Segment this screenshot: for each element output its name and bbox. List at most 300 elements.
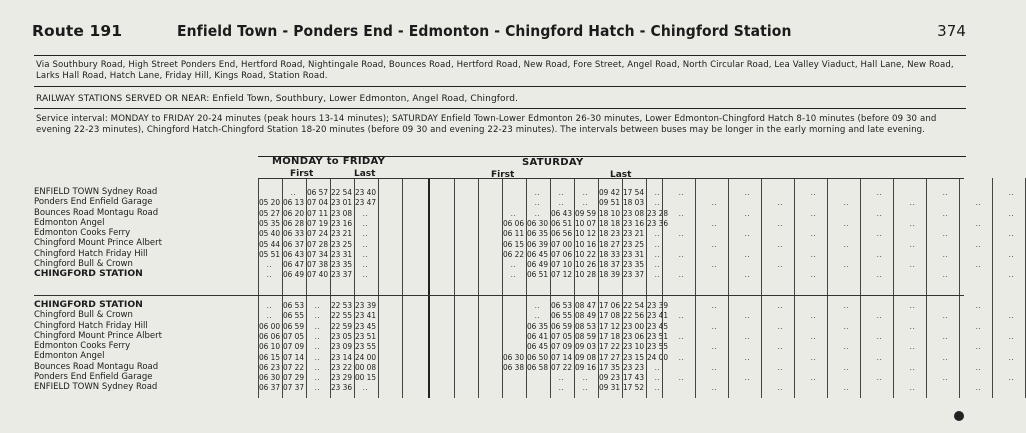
time-cell: 09 59 (574, 207, 597, 218)
blank-cell: .. (909, 238, 916, 249)
blank-cell: .. (1008, 248, 1015, 259)
time-cell: 17 52 (622, 382, 645, 393)
time-cell: 07 10 (550, 259, 573, 270)
time-cell: 07 09 (282, 341, 305, 352)
time-cell: 06 23 (258, 361, 281, 372)
time-cell: 05 27 (258, 207, 281, 218)
time-cell: 06 58 (526, 361, 549, 372)
column-rule (282, 178, 283, 398)
railway-stations: RAILWAY STATIONS SERVED OR NEAR: Enfield Town, Southbury, Lower Edmonton, Angel Road, Chingford. (36, 94, 519, 104)
stop-name: Chingford Mount Prince Albert (34, 238, 162, 249)
blank-cell: .. (711, 341, 718, 352)
time-cell: 18 23 (598, 228, 621, 239)
time-cell: 22 54 (622, 300, 645, 310)
blank-cell: .. (1008, 187, 1015, 197)
column-rule (526, 178, 527, 398)
time-cell: 22 59 (330, 320, 353, 331)
blank-cell: .. (744, 207, 751, 218)
time-cell: 07 34 (306, 248, 329, 259)
blank-cell: .. (678, 228, 685, 239)
blank-cell: .. (942, 269, 949, 280)
mf-first-label: First (290, 169, 314, 179)
route-number: Route 191 (32, 22, 123, 40)
time-cell: 06 49 (526, 259, 549, 270)
time-cell: 09 03 (574, 341, 597, 352)
column-rule (402, 178, 403, 398)
time-cell: .. (314, 351, 321, 362)
blank-cell: .. (942, 187, 949, 197)
stop-name: Ponders End Enfield Garage (34, 197, 153, 208)
time-cell: 07 37 (282, 382, 305, 393)
blank-cell: .. (678, 351, 685, 362)
time-cell: 10 28 (574, 269, 597, 280)
blank-cell: .. (744, 310, 751, 321)
time-cell: 06 00 (258, 320, 281, 331)
blank-cell: .. (678, 269, 685, 280)
blank-cell: .. (777, 341, 784, 352)
time-cell: 23 16 (622, 217, 645, 228)
time-cell: .. (266, 259, 273, 270)
time-cell: 23 37 (330, 269, 353, 280)
column-rule (622, 178, 623, 398)
time-cell: .. (362, 207, 369, 218)
time-cell: 07 14 (550, 351, 573, 362)
column-rule (662, 178, 663, 398)
time-cell: .. (314, 310, 321, 321)
time-cell: .. (362, 228, 369, 239)
column-rule (761, 178, 762, 398)
blank-cell: .. (744, 248, 751, 259)
group-saturday: SATURDAY (522, 157, 584, 168)
time-cell: 22 55 (330, 310, 353, 321)
time-cell: 23 41 (646, 310, 669, 321)
time-cell: .. (362, 259, 369, 270)
column-rule (695, 178, 696, 398)
time-cell: 07 14 (282, 351, 305, 362)
time-cell: 08 47 (574, 300, 597, 310)
blank-cell: .. (711, 320, 718, 331)
time-cell: .. (654, 259, 661, 270)
time-cell: .. (654, 372, 661, 383)
time-cell: 17 18 (598, 330, 621, 341)
time-cell: 17 06 (598, 300, 621, 310)
time-cell: 06 37 (258, 382, 281, 393)
time-cell: 07 12 (550, 269, 573, 280)
column-rule (728, 178, 729, 398)
stop-name: CHINGFORD STATION (34, 268, 143, 280)
blank-cell: .. (777, 197, 784, 208)
time-cell: 23 36 (646, 217, 669, 228)
time-cell: 06 56 (550, 228, 573, 239)
time-cell: .. (534, 187, 541, 197)
time-cell: 06 06 (502, 217, 525, 228)
blank-cell: .. (711, 238, 718, 249)
blank-cell: .. (777, 300, 784, 310)
time-cell: 06 50 (526, 351, 549, 362)
time-cell: 17 22 (598, 341, 621, 352)
sat-first-label: First (491, 170, 515, 180)
time-cell: 07 28 (306, 238, 329, 249)
stop-name: Chingford Hatch Friday Hill (34, 248, 148, 259)
time-cell: 18 27 (598, 238, 621, 249)
blank-cell: .. (744, 228, 751, 239)
time-cell: 06 35 (526, 320, 549, 331)
time-cell: 23 00 (622, 320, 645, 331)
blank-cell: .. (678, 207, 685, 218)
blank-cell: .. (810, 187, 817, 197)
blank-cell: .. (876, 351, 883, 362)
blank-cell: .. (975, 217, 982, 228)
time-cell: 06 45 (526, 341, 549, 352)
time-cell: .. (314, 320, 321, 331)
column-rule (550, 178, 551, 398)
sat-last-label: Last (610, 170, 632, 180)
time-cell: 18 39 (598, 269, 621, 280)
time-cell: 00 15 (354, 372, 377, 383)
time-cell: 05 44 (258, 238, 281, 249)
time-cell: .. (534, 197, 541, 208)
time-cell: .. (510, 259, 517, 270)
time-cell: 23 31 (330, 248, 353, 259)
time-cell: 06 15 (258, 351, 281, 362)
time-cell: .. (510, 269, 517, 280)
time-cell: .. (266, 310, 273, 321)
time-cell: .. (558, 197, 565, 208)
blank-cell: .. (909, 259, 916, 270)
time-cell: 06 38 (502, 361, 525, 372)
column-rule (860, 178, 861, 398)
time-cell: 06 51 (550, 217, 573, 228)
time-cell: 23 29 (330, 372, 353, 383)
time-cell: 23 22 (330, 361, 353, 372)
time-cell: .. (654, 248, 661, 259)
time-cell: 06 57 (306, 187, 329, 197)
time-cell: 23 28 (646, 207, 669, 218)
time-cell: .. (314, 341, 321, 352)
time-cell: .. (654, 269, 661, 280)
time-cell: 23 08 (622, 207, 645, 218)
blank-cell: .. (843, 217, 850, 228)
time-cell: .. (362, 248, 369, 259)
time-cell: 06 28 (282, 217, 305, 228)
time-cell: .. (558, 372, 565, 383)
time-cell: 07 22 (282, 361, 305, 372)
time-cell: 22 56 (622, 310, 645, 321)
stop-name: Chingford Bull & Crown (34, 310, 133, 321)
time-cell: 06 49 (282, 269, 305, 280)
time-cell: 23 41 (354, 310, 377, 321)
punch-mark (954, 411, 964, 421)
time-cell: 17 12 (598, 320, 621, 331)
column-rule (794, 178, 795, 398)
time-cell: 23 16 (330, 217, 353, 228)
blank-cell: .. (744, 187, 751, 197)
time-cell: .. (582, 187, 589, 197)
column-rule (646, 178, 647, 398)
time-cell: .. (314, 372, 321, 383)
blank-cell: .. (843, 259, 850, 270)
time-cell: .. (534, 300, 541, 310)
time-cell: .. (654, 197, 661, 208)
blank-cell: .. (777, 238, 784, 249)
time-cell: 23 06 (622, 330, 645, 341)
time-cell: 17 35 (598, 361, 621, 372)
time-cell: 07 06 (550, 248, 573, 259)
blank-cell: .. (810, 330, 817, 341)
time-cell: 06 11 (502, 228, 525, 239)
column-rule (428, 178, 430, 398)
time-cell: 23 21 (622, 228, 645, 239)
time-cell: 07 05 (282, 330, 305, 341)
time-cell: 09 51 (598, 197, 621, 208)
time-cell: 23 01 (330, 197, 353, 208)
time-cell: 06 39 (526, 238, 549, 249)
blank-cell: .. (975, 320, 982, 331)
time-cell: 23 39 (646, 300, 669, 310)
time-cell: .. (582, 197, 589, 208)
column-rule (502, 178, 503, 398)
blank-cell: .. (909, 320, 916, 331)
time-cell: .. (582, 382, 589, 393)
section-divider (34, 295, 964, 296)
time-cell: 23 45 (354, 320, 377, 331)
blank-cell: .. (975, 238, 982, 249)
blank-cell: .. (909, 361, 916, 372)
blank-cell: .. (843, 320, 850, 331)
blank-cell: .. (942, 207, 949, 218)
stop-name: Edmonton Angel (34, 217, 105, 228)
time-cell: 17 54 (622, 187, 645, 197)
time-cell: 23 37 (622, 269, 645, 280)
time-cell: .. (654, 238, 661, 249)
blank-cell: .. (678, 187, 685, 197)
time-cell: .. (654, 382, 661, 393)
time-cell: 07 22 (550, 361, 573, 372)
time-cell: 23 21 (330, 228, 353, 239)
time-cell: 06 13 (282, 197, 305, 208)
blank-cell: .. (1008, 330, 1015, 341)
blank-cell: .. (975, 300, 982, 310)
time-cell: 06 51 (526, 269, 549, 280)
blank-cell: .. (843, 382, 850, 393)
time-cell: 10 26 (574, 259, 597, 270)
time-cell: 00 08 (354, 361, 377, 372)
time-cell: 23 23 (622, 361, 645, 372)
blank-cell: .. (678, 310, 685, 321)
blank-cell: .. (876, 187, 883, 197)
time-cell: 08 53 (574, 320, 597, 331)
stop-name: Bounces Road Montagu Road (34, 207, 159, 218)
time-cell: 07 11 (306, 207, 329, 218)
time-cell: 06 45 (526, 248, 549, 259)
blank-cell: .. (876, 310, 883, 321)
time-cell: 23 39 (354, 300, 377, 310)
time-cell: 23 09 (330, 341, 353, 352)
time-cell: .. (558, 187, 565, 197)
time-cell: 23 10 (622, 341, 645, 352)
blank-cell: .. (744, 330, 751, 341)
time-cell: .. (314, 382, 321, 393)
column-rule (992, 178, 993, 398)
column-rule (454, 178, 455, 398)
blank-cell: .. (876, 372, 883, 383)
time-cell: 07 09 (550, 341, 573, 352)
time-cell: 06 55 (282, 310, 305, 321)
time-cell: 23 14 (330, 351, 353, 362)
time-cell: 08 49 (574, 310, 597, 321)
time-cell: 23 31 (622, 248, 645, 259)
blank-cell: .. (1008, 372, 1015, 383)
time-cell: 22 54 (330, 187, 353, 197)
blank-cell: .. (975, 382, 982, 393)
time-cell: 10 12 (574, 228, 597, 239)
column-rule (827, 178, 828, 398)
blank-cell: .. (909, 217, 916, 228)
via-text: Via Southbury Road, High Street Ponders End, Hertford Road, Nightingale Road, Bounces Road, Hertford Road, New Road, Fore Street, Angel Road, North Circular Road, Lea Valley Viaduct, Hall Lane, New Road, Larks Hall Road, Hatch Lane, Friday Hill, Kings Road, Station Road. (36, 60, 954, 81)
time-cell: 23 25 (330, 238, 353, 249)
time-cell: .. (654, 187, 661, 197)
blank-cell: .. (843, 238, 850, 249)
blank-cell: .. (843, 341, 850, 352)
time-cell: .. (534, 207, 541, 218)
column-rule (598, 178, 599, 398)
blank-cell: .. (777, 382, 784, 393)
blank-cell: .. (1008, 207, 1015, 218)
column-rule (478, 178, 479, 398)
time-cell: 06 30 (502, 351, 525, 362)
time-cell: 09 31 (598, 382, 621, 393)
time-cell: 06 59 (282, 320, 305, 331)
blank-cell: .. (744, 351, 751, 362)
time-cell: 07 00 (550, 238, 573, 249)
time-cell: 23 15 (622, 351, 645, 362)
blank-cell: .. (810, 207, 817, 218)
stop-name: Edmonton Cooks Ferry (34, 228, 131, 239)
time-cell: 22 53 (330, 300, 353, 310)
time-cell: 23 35 (330, 259, 353, 270)
time-cell: 23 47 (354, 197, 377, 208)
time-cell: 05 35 (258, 217, 281, 228)
blank-cell: .. (942, 248, 949, 259)
time-cell: 18 33 (598, 248, 621, 259)
time-cell: 23 40 (354, 187, 377, 197)
time-cell: 05 40 (258, 228, 281, 239)
time-cell: 07 05 (550, 330, 573, 341)
time-cell: .. (266, 300, 273, 310)
time-cell: 18 10 (598, 207, 621, 218)
time-cell: 24 00 (646, 351, 669, 362)
time-cell: 09 08 (574, 351, 597, 362)
time-cell: 06 41 (526, 330, 549, 341)
stop-name: Chingford Mount Prince Albert (34, 330, 162, 341)
time-cell: 06 53 (282, 300, 305, 310)
column-rule (574, 178, 575, 398)
time-cell: 23 35 (622, 259, 645, 270)
time-cell: .. (362, 238, 369, 249)
blank-cell: .. (810, 248, 817, 259)
time-cell: 18 03 (622, 197, 645, 208)
blank-cell: .. (876, 207, 883, 218)
blank-cell: .. (1008, 351, 1015, 362)
blank-cell: .. (942, 330, 949, 341)
time-cell: 06 53 (550, 300, 573, 310)
time-cell: .. (362, 217, 369, 228)
blank-cell: .. (942, 372, 949, 383)
time-cell: 07 19 (306, 217, 329, 228)
time-cell: .. (510, 207, 517, 218)
time-cell: 23 51 (646, 330, 669, 341)
time-cell: 10 07 (574, 217, 597, 228)
blank-cell: .. (942, 228, 949, 239)
time-cell: 06 15 (502, 238, 525, 249)
time-cell: .. (558, 382, 565, 393)
time-cell: 06 06 (258, 330, 281, 341)
column-rule (306, 178, 307, 398)
time-cell: 17 43 (622, 372, 645, 383)
time-cell: 07 40 (306, 269, 329, 280)
blank-cell: .. (843, 361, 850, 372)
time-cell: .. (654, 361, 661, 372)
time-cell: 23 25 (622, 238, 645, 249)
blank-cell: .. (711, 259, 718, 270)
blank-cell: .. (810, 351, 817, 362)
time-cell: 23 36 (330, 382, 353, 393)
blank-cell: .. (711, 382, 718, 393)
time-cell: 23 55 (354, 341, 377, 352)
blank-cell: .. (1008, 269, 1015, 280)
time-cell: 05 51 (258, 248, 281, 259)
time-cell: .. (266, 269, 273, 280)
blank-cell: .. (909, 341, 916, 352)
time-cell: 06 47 (282, 259, 305, 270)
column-rule (926, 178, 927, 398)
time-cell: 06 22 (502, 248, 525, 259)
time-cell: 06 30 (526, 217, 549, 228)
blank-cell: .. (678, 248, 685, 259)
time-cell: 06 20 (282, 207, 305, 218)
time-cell: 24 00 (354, 351, 377, 362)
blank-cell: .. (678, 372, 685, 383)
stop-name: Edmonton Cooks Ferry (34, 341, 131, 352)
blank-cell: .. (711, 300, 718, 310)
time-cell: 06 43 (550, 207, 573, 218)
blank-cell: .. (678, 330, 685, 341)
time-cell: 23 55 (646, 341, 669, 352)
time-cell: 09 23 (598, 372, 621, 383)
blank-cell: .. (777, 217, 784, 228)
time-cell: 17 27 (598, 351, 621, 362)
mf-last-label: Last (354, 169, 376, 179)
time-cell: 06 55 (550, 310, 573, 321)
time-cell: .. (654, 228, 661, 239)
stop-name: Edmonton Angel (34, 351, 105, 362)
blank-cell: .. (744, 269, 751, 280)
time-cell: 07 38 (306, 259, 329, 270)
blank-cell: .. (777, 361, 784, 372)
column-rule (378, 178, 379, 398)
time-cell: .. (314, 330, 321, 341)
time-cell: 18 18 (598, 217, 621, 228)
stop-name: ENFIELD TOWN Sydney Road (34, 187, 158, 197)
column-rule (258, 178, 259, 398)
time-cell: 06 30 (258, 372, 281, 383)
time-cell: 23 08 (330, 207, 353, 218)
time-cell: .. (290, 187, 297, 197)
blank-cell: .. (909, 382, 916, 393)
blank-cell: .. (744, 372, 751, 383)
time-cell: 17 08 (598, 310, 621, 321)
blank-cell: .. (909, 197, 916, 208)
